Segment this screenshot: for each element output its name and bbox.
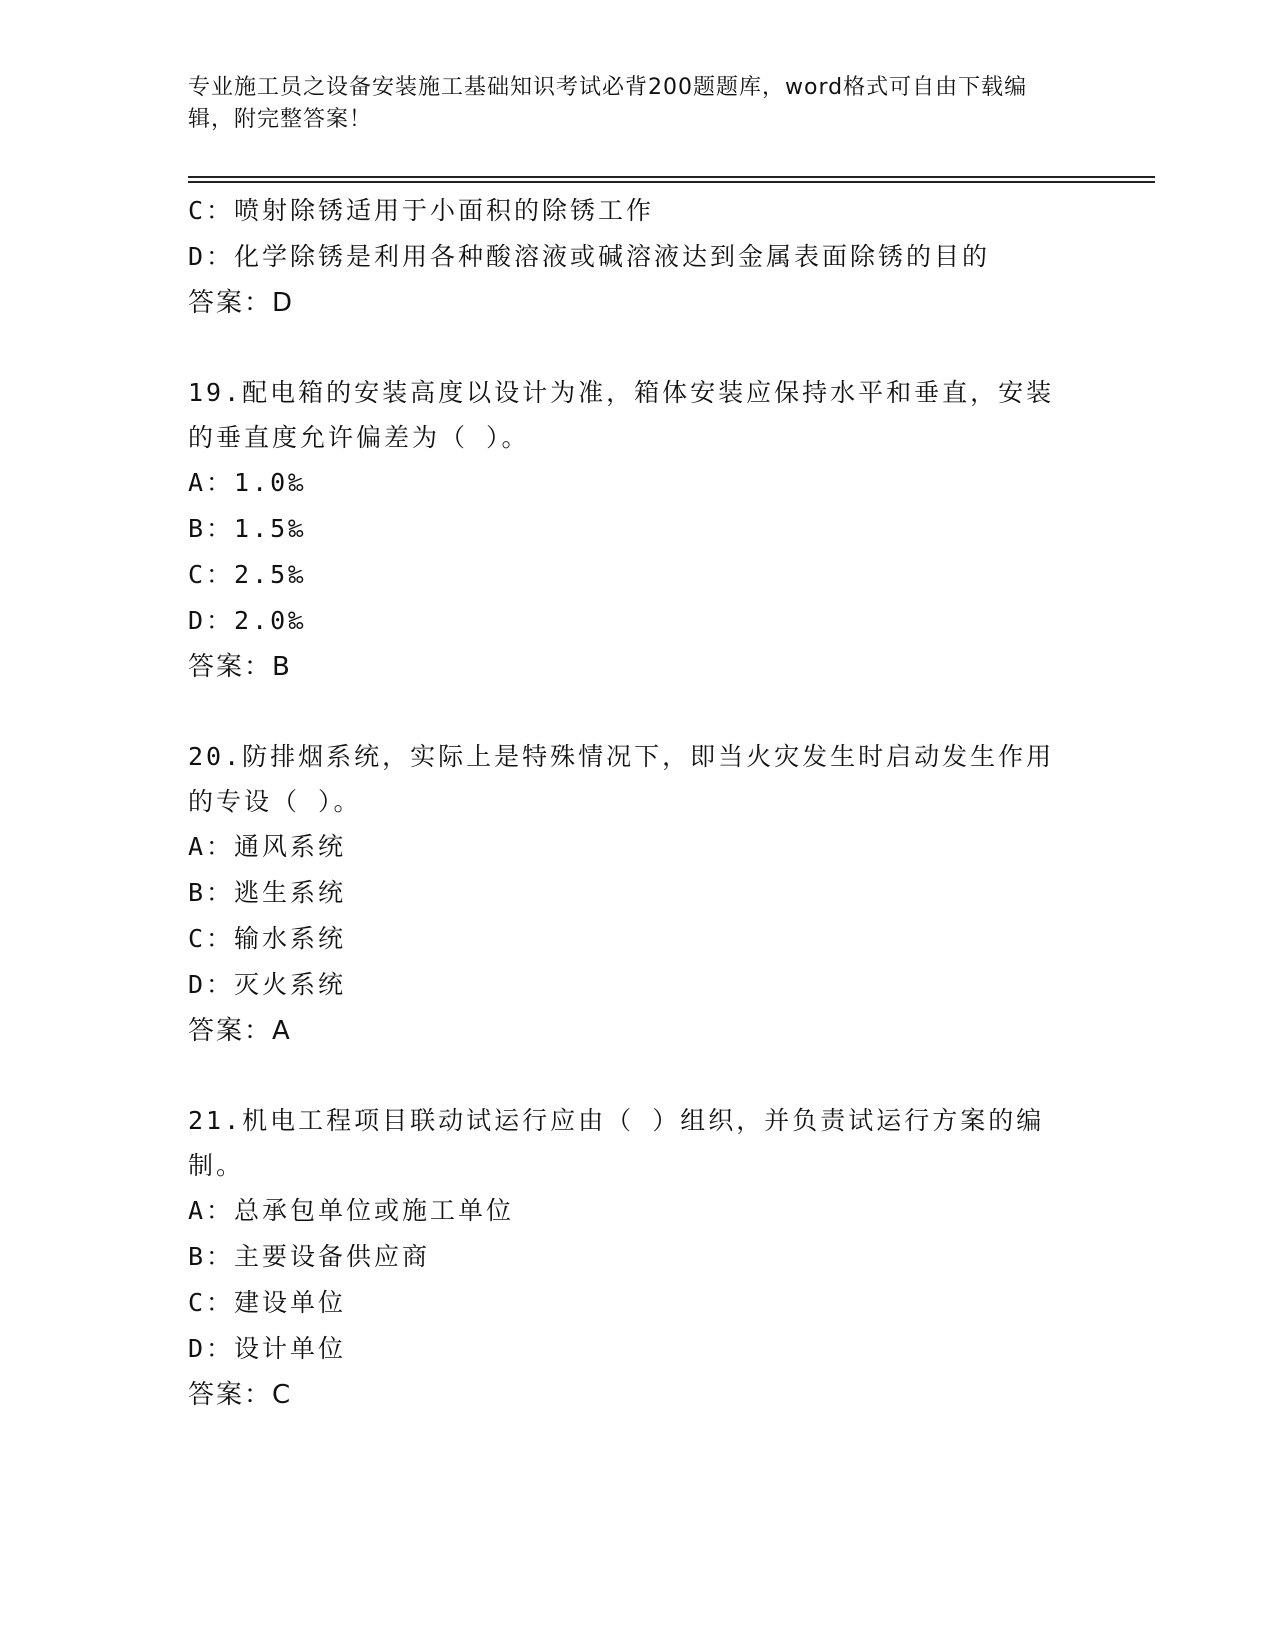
option-d: D：灭火系统: [188, 970, 347, 999]
option-d: D：化学除锈是利用各种酸溶液或碱溶液达到金属表面除锈的目的: [188, 242, 991, 271]
header-divider-bottom: [188, 181, 1155, 183]
question-text: 19.配电箱的安装高度以设计为准，箱体安装应保持水平和垂直，安装的垂直度允许偏差为（ ）。: [188, 378, 1055, 452]
question-19: [188, 370, 1088, 690]
option-a: A：通风系统: [188, 832, 347, 861]
option-c: C：喷射除锈适用于小面积的除锈工作: [188, 196, 655, 225]
previous-question-tail: [188, 188, 1088, 326]
option-a: A：1.0‰: [188, 468, 307, 497]
answer-line: 答案：D: [188, 288, 295, 318]
option-c: C：输水系统: [188, 924, 347, 953]
option-b: B：主要设备供应商: [188, 1242, 431, 1271]
document-header: 专业施工员之设备安装施工基础知识考试必背200题题库，word格式可自由下载编辑，附完整答案！: [188, 75, 1028, 132]
option-c: C：建设单位: [188, 1288, 347, 1317]
question-content: [188, 188, 1088, 1418]
answer-line: 答案：C: [188, 1380, 293, 1410]
question-20: [188, 734, 1088, 1054]
answer-line: 答案：A: [188, 1016, 292, 1046]
question-text: 20.防排烟系统，实际上是特殊情况下，即当火灾发生时启动发生作用的专设（ ）。: [188, 742, 1055, 816]
option-d: D：2.0‰: [188, 606, 307, 635]
option-b: B：1.5‰: [188, 514, 307, 543]
answer-line: 答案：B: [188, 652, 292, 682]
option-d: D：设计单位: [188, 1334, 347, 1363]
option-c: C：2.5‰: [188, 560, 307, 589]
option-b: B：逃生系统: [188, 878, 347, 907]
question-text: 21.机电工程项目联动试运行应由（ ）组织，并负责试运行方案的编制。: [188, 1106, 1045, 1180]
question-21: [188, 1098, 1088, 1418]
header-divider-top: [188, 176, 1155, 178]
option-a: A：总承包单位或施工单位: [188, 1196, 515, 1225]
